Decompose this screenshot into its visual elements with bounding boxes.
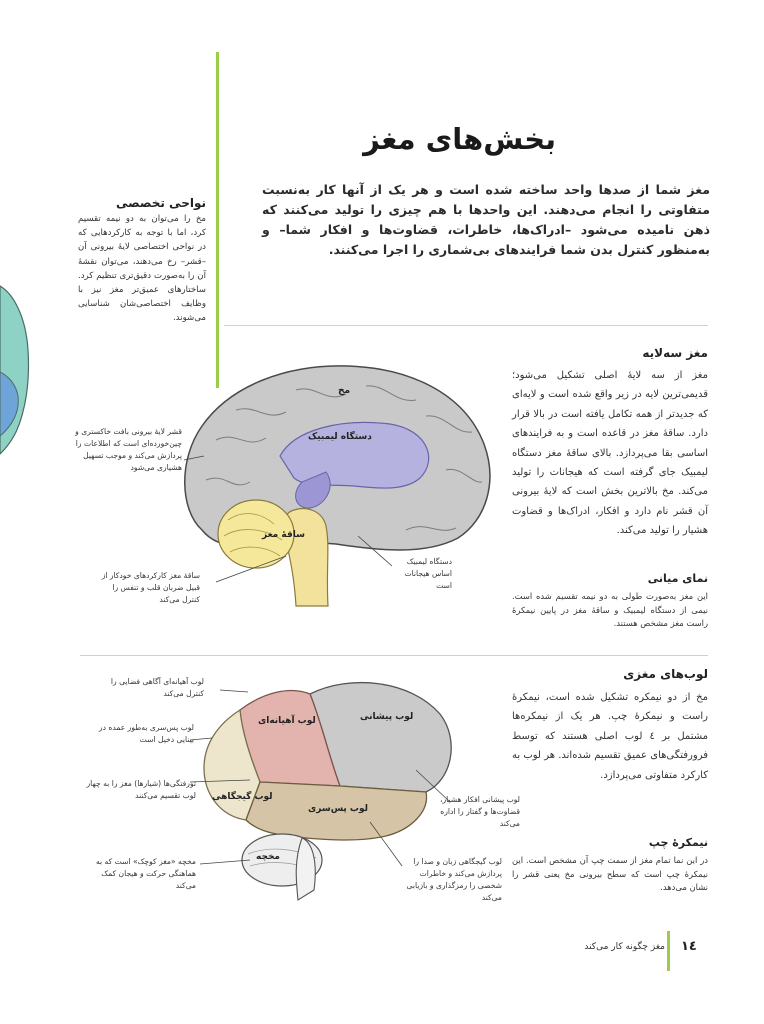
specialized-body: مخ را می‌توان به دو نیمه تقسیم کرد، اما با توجه به کارکردهایی که در نواحی اختصاصی لایهٔ بیرونی آن –قشر– رخ می‌دهند، می‌توان نقشهٔ آن را به‌صورت دقیق‌تری تنظیم کرد. ساختارهای عمیق‌تر مغز نیز با وظایف اختصاصی‌شان شناسایی می‌شوند. xyxy=(78,214,206,324)
accent-vertical-rule xyxy=(216,52,219,388)
label-brainstem: ساقهٔ مغز xyxy=(262,530,305,540)
side-brain-illustration xyxy=(0,280,30,460)
intro-paragraph: مغز شما از صدها واحد ساخته شده است و هر یک از آنها کار به‌نسبت متفاوتی را انجام می‌دهند. این واحدها با هم چیزی را تولید می‌کنند که ذهن نامیده می‌شود –ادراک‌ها، خاطرات، قضاوت‌ها و افکار شما– و به‌منظور کنترل بدن شما فرایندهای بی‌شماری را اجرا می‌کنند. xyxy=(262,182,710,257)
midline-heading: نمای میانی xyxy=(647,572,708,585)
hemisphere-heading: نیمکرهٔ چپ xyxy=(648,836,708,849)
note-brainstem: ساقهٔ مغز کارکردهای خودکار از قبیل ضربان قلب و تنفس را کنترل می‌کند xyxy=(101,571,200,604)
label-occipital: لوب پس‌سری xyxy=(308,804,368,814)
label-parietal: لوب آهیانه‌ای xyxy=(258,716,316,726)
note-cortex: قشر لایهٔ بیرونی بافت خاکستری و چین‌خورده‌ای است که اطلاعات را پردازش می‌کند و موجب تسهیل هشیاری می‌شود xyxy=(75,427,182,472)
sagittal-brain-diagram xyxy=(176,360,504,610)
note-occipital: لوب پس‌سری به‌طور عمده در بینایی دخیل است xyxy=(98,723,194,744)
section-divider-lobes xyxy=(80,655,708,656)
midline-body: این مغز به‌صورت طولی به دو نیمه تقسیم شده است. نیمی از دستگاه لیمبیک و ساقهٔ مغز در پایین نیمکرهٔ راست مغز مشخص هستند. xyxy=(512,591,708,628)
lobes-body: مخ از دو نیمکره تشکیل شده است، نیمکرهٔ راست و نیمکرهٔ چپ. هر یک از نیمکره‌ها مشتمل بر ٤ لوب اصلی هستند که توسط فرورفتگی‌های عمیق تقسیم شده‌اند. هر لوب به کارکرد متفاوتی می‌پردازد. xyxy=(512,692,708,781)
label-cerebrum: مخ xyxy=(338,386,351,396)
note-temporal: لوب گیجگاهی زبان و صدا را پردازش می‌کند و خاطرات شخصی را رمزگذاری و بازیابی می‌کند xyxy=(406,857,502,902)
note-parietal: لوب آهیانه‌ای آگاهی فضایی را کنترل می‌کند xyxy=(110,677,204,698)
note-frontal: لوب پیشانی افکار هشیار، قضاوت‌ها و گفتار را اداره می‌کند xyxy=(440,795,520,828)
lobes-heading: لوب‌های مغزی xyxy=(623,667,708,681)
label-frontal: لوب پیشانی xyxy=(360,712,414,722)
section-divider xyxy=(224,325,708,326)
note-cerebellum: مخچه «مغز کوچک» است که به هماهنگی حرکت و هیجان کمک می‌کند xyxy=(95,857,196,890)
page-number: ١٤ xyxy=(681,939,697,954)
footer-rule xyxy=(667,931,670,971)
specialized-heading: نواحی تخصصی xyxy=(115,196,206,210)
label-limbic: دستگاه لیمبیک xyxy=(308,432,372,442)
label-cerebellum: مخچه xyxy=(256,852,281,862)
triune-heading: مغز سه‌لایه xyxy=(642,346,708,360)
note-limbic: دستگاه لیمبیک اساس هیجانات است xyxy=(404,557,452,590)
running-title: مغز چگونه کار می‌کند xyxy=(584,942,665,952)
note-fissures: تورفتگی‌ها (شیارها) مغز را به چهار لوب تقسیم می‌کنند xyxy=(86,779,196,800)
page-title: بخش‌های مغز xyxy=(363,122,556,156)
label-temporal: لوب گیجگاهی xyxy=(212,792,273,802)
hemisphere-body: در این نما تمام مغز از سمت چپ آن مشخص است. این نیمکرهٔ چپ است که سطح بیرونی مخ یعنی قشر را نشان می‌دهد. xyxy=(512,855,708,892)
triune-body: مغز از سه لایهٔ اصلی تشکیل می‌شود؛ قدیمی‌ترین لایه در زیر واقع شده است و لایه‌ای که جدیدتر از همه تکامل یافته است در بالا قرار دارد. ساقهٔ مغز در قاعده است و به فرایندهای اساسی بقا می‌پردازد. بالای ساقهٔ مغز دستگاه لیمبیک جای گرفته است که هیجانات را تولید می‌کند. مخ بالاترین بخش است که لایهٔ بیرونی آن قشر نام دارد و افکار، ادراک‌ها و قضاوت هشیار را تولید می‌کند. xyxy=(512,370,708,537)
